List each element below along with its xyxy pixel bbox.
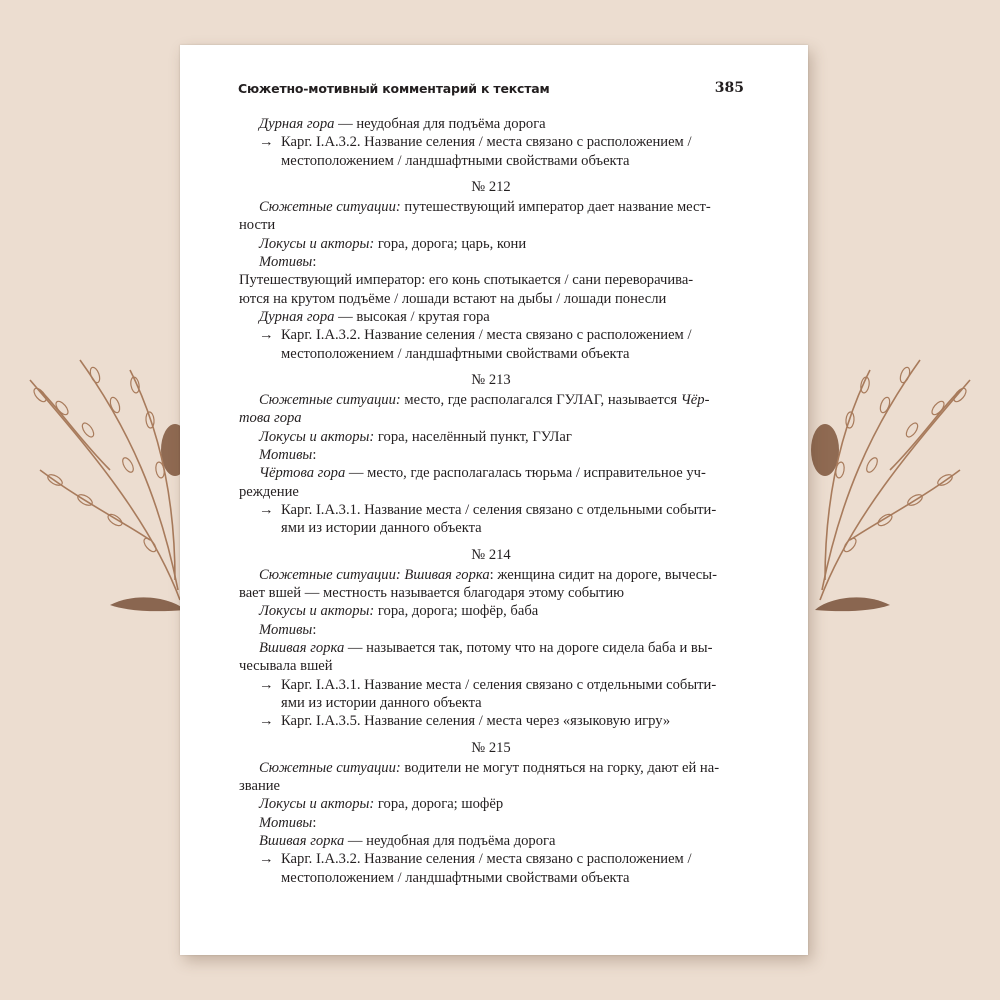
motif-term-line: Вшивая горка — неудобная для подъёма дорога [259,832,556,849]
loci-line: Локусы и акторы: гора, населённый пункт, ГУЛаг [259,428,572,445]
situation-line-cont: звание [239,778,281,795]
reference-line: → Карг. I.А.3.1. Название места / селения связано с отдельными событи- [259,501,717,518]
motif-term-line-cont: чесывала вшей [239,658,333,675]
situation-line: Сюжетные ситуации: путешествующий император дает название мест- [259,199,711,216]
motif-term-line: Дурная гора — высокая / крутая гора [259,308,490,325]
intro-reference: → Карг. I.А.3.2. Название селения / места связано с расположением / [259,134,692,151]
arrow-icon: → [259,501,274,518]
reference-line-cont: местоположением / ландшафтными свойствами объекта [281,869,630,886]
reference-line: → Карг. I.А.3.1. Название места / селения связано с отдельными событи- [259,676,717,693]
motifs-label: Мотивы: [259,447,317,464]
situation-line-cont: ности [239,217,276,234]
situation-line: Сюжетные ситуации: водители не могут подняться на горку, дают ей на- [259,759,720,776]
intro-motif-line: Дурная гора — неудобная для подъёма дорога [259,116,546,132]
motif-text-cont: ются на крутом подъёме / лошади встают на дыбы / лошади понесли [239,290,667,307]
arrow-icon: → [259,327,274,344]
motif-term-line: Вшивая горка — называется так, потому что на дороге сидела баба и вы- [259,640,713,657]
reference-line-cont: ями из истории данного объекта [281,520,482,537]
reference-line-cont: ями из истории данного объекта [281,694,482,711]
loci-line: Локусы и акторы: гора, дорога; царь, кони [259,235,527,252]
reference-line: → Карг. I.А.3.2. Название селения / места связано с расположением / [259,327,692,344]
page-number: 385 [714,80,744,96]
situation-line-cont: вает вшей — местность называется благодаря этому событию [239,585,625,602]
entry-number: № 212 [471,178,511,195]
motif-term-line-cont: реждение [239,483,299,500]
situation-line-cont: това гора [239,410,302,427]
situation-line: Сюжетные ситуации: место, где располагался ГУЛАГ, называется Чёр- [259,392,710,409]
entry-number: № 215 [471,739,511,756]
entry-number: № 214 [471,546,511,563]
page-header [238,81,744,101]
arrow-icon: → [259,713,274,730]
reference-line: → Карг. I.А.3.5. Название селения / места через «языковую игру» [259,713,671,730]
loci-line: Локусы и акторы: гора, дорога; шофёр [259,796,504,813]
motifs-label: Мотивы: [259,814,317,831]
right-willow-branch-icon [811,360,970,611]
left-willow-branch-icon [30,360,189,611]
reference-line-cont: местоположением / ландшафтными свойствами объекта [281,345,630,362]
motif-term-line: Чёртова гора — место, где располагалась тюрьма / исправительное уч- [259,465,706,482]
motifs-label: Мотивы: [259,621,317,638]
motifs-label: Мотивы: [259,254,317,271]
entry-number: № 213 [471,371,511,388]
running-title: Сюжетно-мотивный комментарий к текстам [238,81,550,96]
arrow-icon: → [259,676,274,693]
situation-line: Сюжетные ситуации: Вшивая горка: женщина сидит на дороге, вычесы- [259,566,717,583]
motif-text: Путешествующий император: его конь спотыкается / сани переворачива- [239,272,694,289]
loci-line: Локусы и акторы: гора, дорога; шофёр, баба [259,603,539,620]
arrow-icon: → [259,134,274,151]
reference-line: → Карг. I.А.3.2. Название селения / места связано с расположением / [259,851,692,868]
page-content [239,115,743,887]
arrow-icon: → [259,851,274,868]
book-page [180,45,808,955]
intro-reference-cont: местоположением / ландшафтными свойствами объекта [281,152,630,169]
